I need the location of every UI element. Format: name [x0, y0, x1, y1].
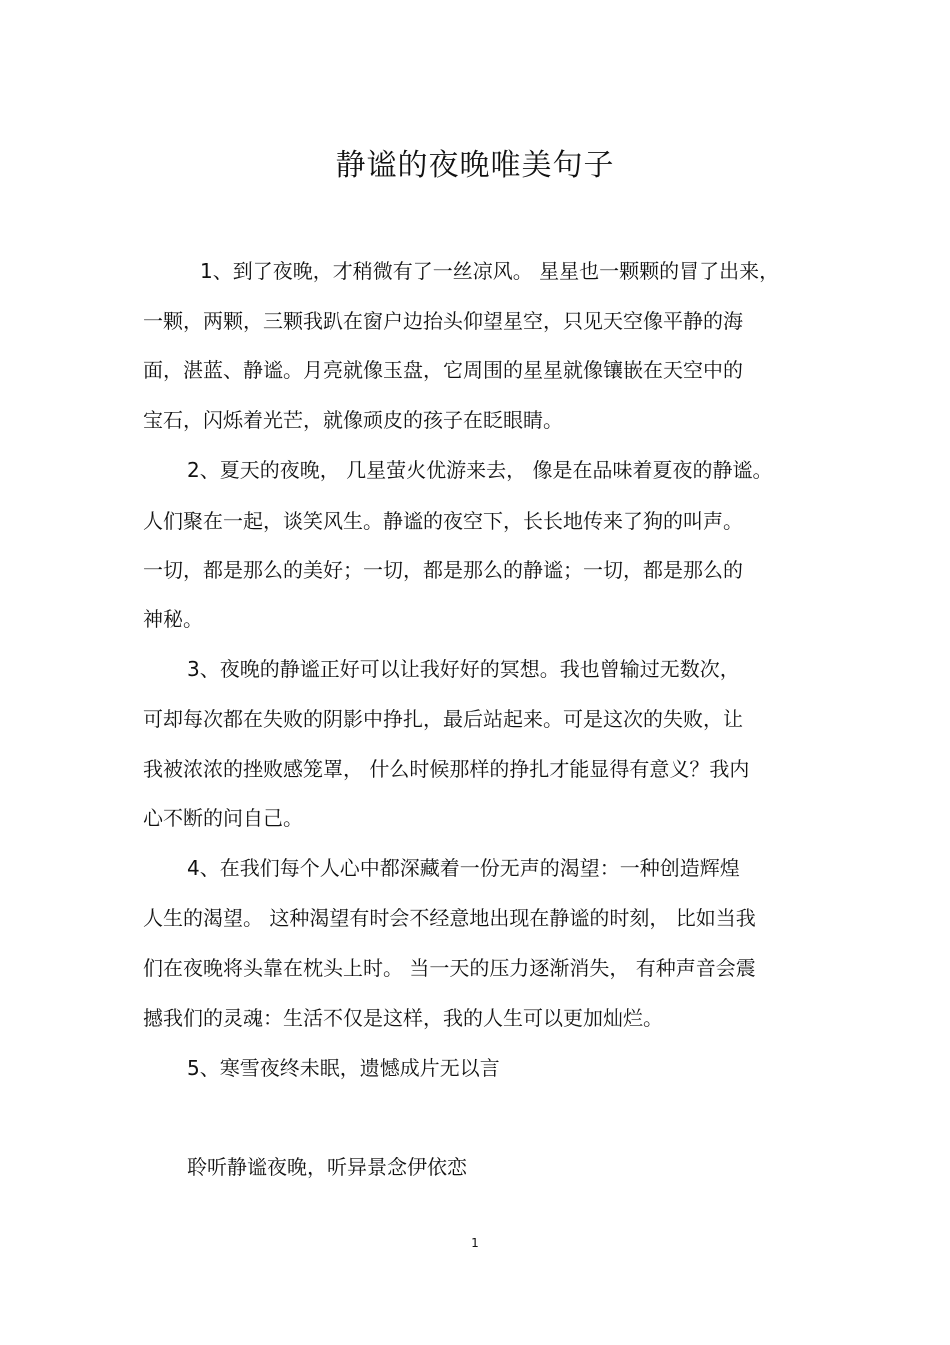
text-line: 4、在我们每个人心中都深藏着一份无声的渴望：一种创造辉煌: [187, 856, 740, 880]
text-line: 3、夜晚的静谧正好可以让我好好的冥想。我也曾输过无数次，: [187, 657, 740, 681]
text-line: 可却每次都在失败的阴影中挣扎，最后站起来。可是这次的失败，让: [143, 707, 743, 731]
document-title: 静谧的夜晚唯美句子: [335, 148, 615, 183]
page-number: 1: [471, 1236, 479, 1250]
text-line: 撼我们的灵魂：生活不仅是这样，我的人生可以更加灿烂。: [143, 1006, 663, 1030]
text-line: 人生的渴望。 这种渴望有时会不经意地出现在静谧的时刻， 比如当我: [143, 906, 756, 930]
text-line: 们在夜晚将头靠在枕头上时。 当一天的压力逐渐消失， 有种声音会震: [143, 956, 756, 980]
text-line: 1、到了夜晚，才稍微有了一丝凉风。 星星也一颗颗的冒了出来，: [200, 259, 780, 283]
text-line: 心不断的问自己。: [143, 806, 303, 830]
text-line: 神秘。: [143, 607, 203, 631]
text-line: 人们聚在一起，谈笑风生。静谧的夜空下，长长地传来了狗的叫声。: [143, 509, 743, 533]
text-line: 5、寒雪夜终未眠，遗憾成片无以言: [187, 1056, 500, 1080]
text-line: 我被浓浓的挫败感笼罩， 什么时候那样的挣扎才能显得有意义？我内: [143, 757, 750, 781]
text-line: 一颗，两颗，三颗我趴在窗户边抬头仰望星空，只见天空像平静的海: [143, 309, 743, 333]
text-line: 一切，都是那么的美好；一切，都是那么的静谧；一切，都是那么的: [143, 558, 743, 582]
text-line: 宝石，闪烁着光芒，就像顽皮的孩子在眨眼睛。: [143, 408, 563, 432]
text-line: 聆听静谧夜晚，听异景念伊依恋: [187, 1155, 467, 1179]
text-line: 面，湛蓝、静谧。月亮就像玉盘，它周围的星星就像镶嵌在天空中的: [143, 358, 743, 382]
text-line: 2、夏天的夜晚， 几星萤火优游来去， 像是在品味着夏夜的静谧。: [187, 458, 773, 482]
